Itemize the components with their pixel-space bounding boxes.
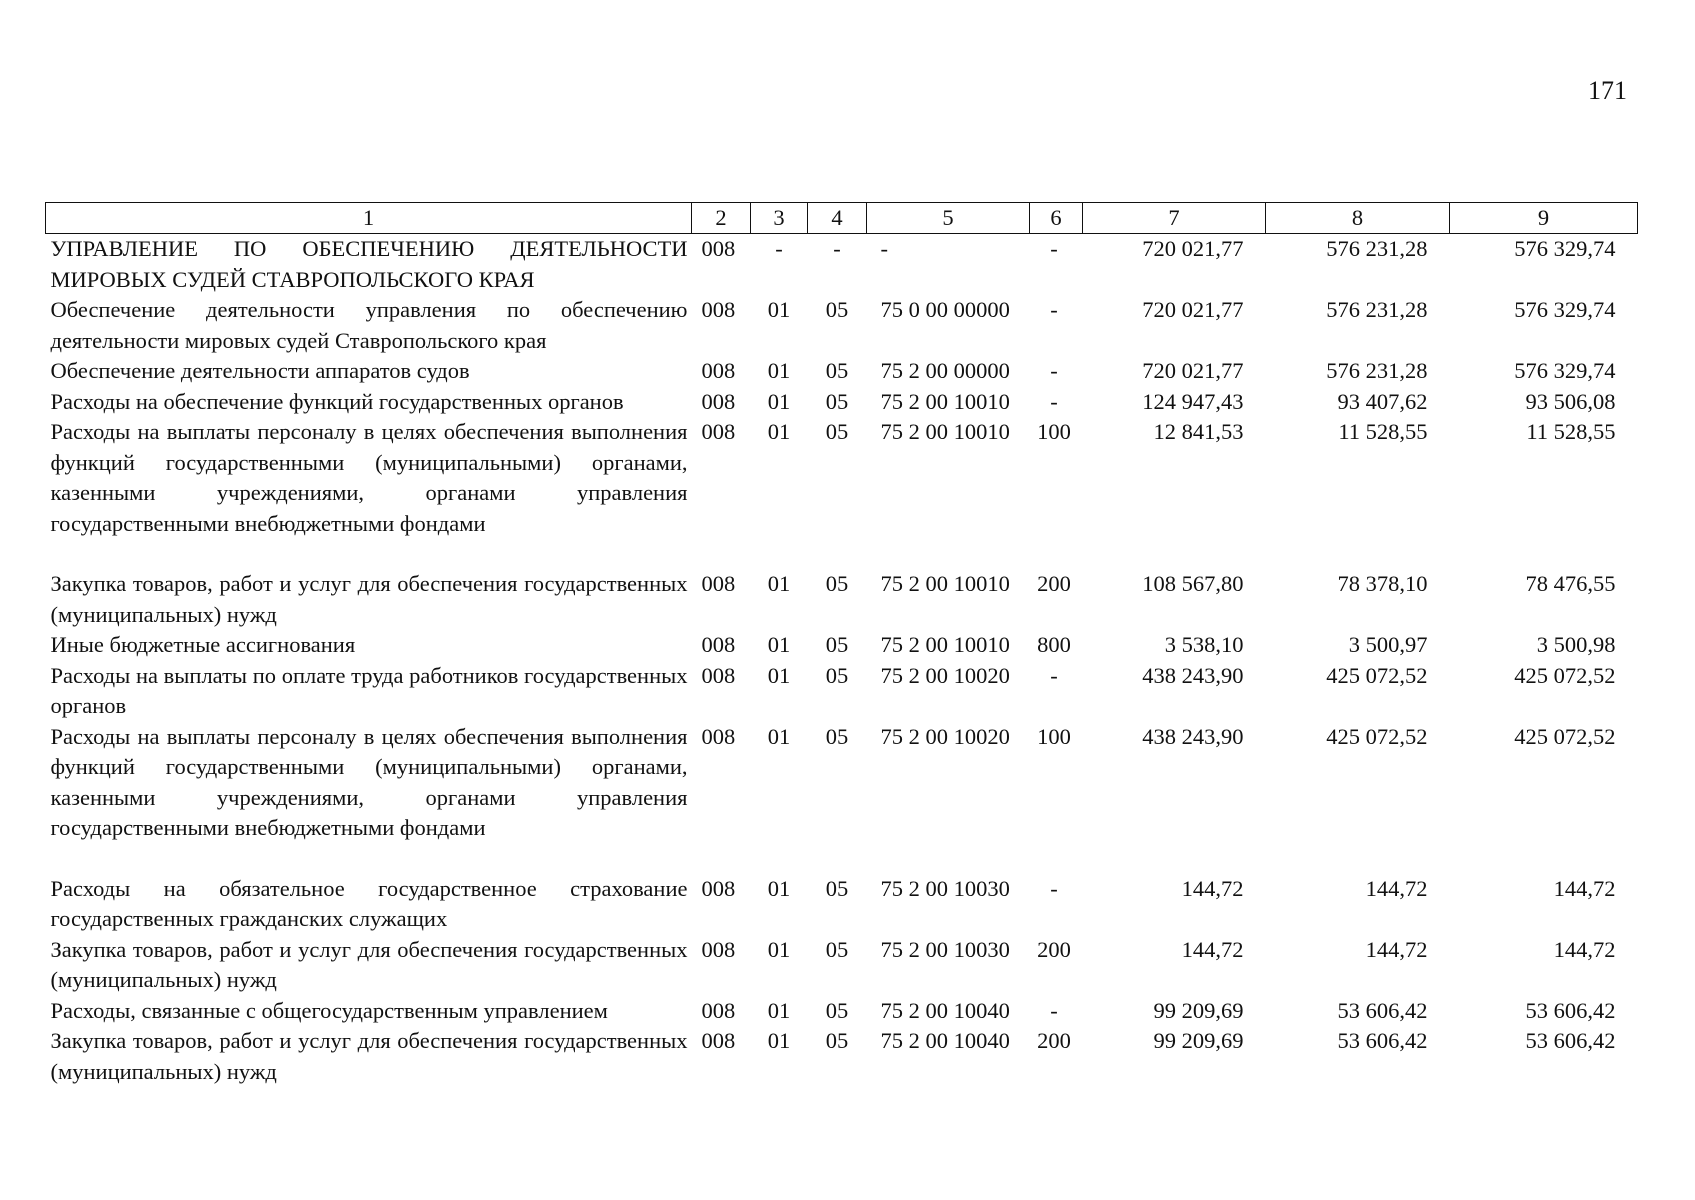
row-article: 75 2 00 10010 [880, 419, 1010, 444]
row-section: 01 [767, 997, 791, 1023]
row-value-8: 425 072,52 [1326, 723, 1428, 749]
row-section: 01 [767, 875, 791, 901]
row-value-8: 53 606,42 [1337, 997, 1428, 1023]
row-code: 008 [701, 875, 736, 901]
table-row [46, 630, 1638, 661]
row-subsection: 05 [825, 388, 849, 414]
table-row [46, 569, 1638, 630]
header-cell-3: 3 [751, 203, 808, 234]
row-section: 01 [767, 297, 791, 322]
row-kind: 800 [1037, 632, 1071, 657]
row-value-7: 438 243,90 [1142, 723, 1244, 749]
table-row [46, 874, 1638, 935]
table-header [46, 203, 1638, 234]
row-value-8: 576 231,28 [1326, 358, 1428, 383]
row-name: Расходы, связанные с общегосударственным управлением [50, 997, 608, 1023]
budget-table [45, 202, 1638, 1087]
row-value-8: 93 407,62 [1337, 388, 1428, 414]
row-value-7: 99 209,69 [1153, 1028, 1244, 1053]
table-row [46, 356, 1638, 387]
row-subsection: 05 [825, 662, 849, 688]
row-kind: 100 [1037, 723, 1071, 749]
row-value-7: 124 947,43 [1142, 388, 1244, 414]
table-row [46, 234, 1638, 296]
row-value-9: 3 500,98 [1536, 632, 1616, 657]
row-value-9: 53 606,42 [1525, 997, 1616, 1023]
row-kind: 200 [1037, 1028, 1071, 1053]
row-subsection: 05 [825, 571, 849, 596]
row-name: Расходы на выплаты персоналу в целях обеспечения выполнения функций государственными (муниципальными) органами, казенными учреждениями, органами управления государственными внебюджетными фондами [50, 723, 688, 840]
row-value-9: 576 329,74 [1514, 297, 1616, 322]
row-value-8: 3 500,97 [1348, 632, 1428, 657]
header-cell-9: 9 [1450, 203, 1638, 234]
row-code: 008 [701, 997, 736, 1023]
header-cell-2: 2 [692, 203, 751, 234]
table-row [46, 417, 1638, 569]
header-cell-8: 8 [1266, 203, 1450, 234]
row-value-8: 576 231,28 [1326, 236, 1428, 261]
header-cell-1: 1 [46, 203, 692, 234]
table-row [46, 387, 1638, 418]
row-code: 008 [701, 936, 736, 962]
row-article: 75 2 00 10020 [880, 723, 1010, 749]
row-kind: 100 [1037, 419, 1071, 444]
row-kind: 200 [1037, 936, 1071, 962]
row-value-7: 720 021,77 [1142, 358, 1244, 383]
header-cell-5: 5 [867, 203, 1030, 234]
row-name: Закупка товаров, работ и услуг для обеспечения государственных (муниципальных) нужд [50, 1028, 688, 1084]
row-article: 75 2 00 10040 [880, 1028, 1010, 1053]
row-section: 01 [767, 632, 791, 657]
row-value-8: 53 606,42 [1337, 1028, 1428, 1053]
row-section: 01 [767, 936, 791, 962]
row-name: УПРАВЛЕНИЕ ПО ОБЕСПЕЧЕНИЮ ДЕЯТЕЛЬНОСТИ МИРОВЫХ СУДЕЙ СТАВРОПОЛЬСКОГО КРАЯ [50, 236, 688, 292]
row-value-8: 425 072,52 [1326, 662, 1428, 688]
table-row [46, 722, 1638, 874]
row-section: 01 [767, 358, 791, 383]
row-kind: - [1050, 388, 1058, 414]
row-section: 01 [767, 419, 791, 444]
row-code: 008 [701, 358, 736, 383]
row-code: 008 [701, 632, 736, 657]
table-body [46, 234, 1638, 1088]
row-value-9: 53 606,42 [1525, 1028, 1616, 1053]
row-value-8: 576 231,28 [1326, 297, 1428, 322]
row-code: 008 [701, 571, 736, 596]
row-value-7: 3 538,10 [1164, 632, 1244, 657]
header-cell-7: 7 [1083, 203, 1266, 234]
row-subsection: 05 [825, 723, 849, 749]
row-name: Обеспечение деятельности аппаратов судов [50, 358, 470, 383]
row-code: 008 [701, 236, 736, 261]
row-kind: - [1050, 297, 1058, 322]
row-article: 75 2 00 10030 [880, 875, 1010, 901]
row-value-8: 144,72 [1365, 875, 1428, 901]
row-article: 75 2 00 10040 [880, 997, 1010, 1023]
row-value-7: 720 021,77 [1142, 236, 1244, 261]
row-value-9: 425 072,52 [1514, 662, 1616, 688]
row-article: 75 2 00 10010 [880, 571, 1010, 596]
row-article: 75 2 00 00000 [880, 358, 1010, 383]
row-name: Расходы на выплаты персоналу в целях обеспечения выполнения функций государственными (муниципальными) органами, казенными учреждениями, органами управления государственными внебюджетными фондами [50, 419, 688, 536]
row-value-7: 720 021,77 [1142, 297, 1244, 322]
row-value-9: 425 072,52 [1514, 723, 1616, 749]
row-kind: - [1050, 997, 1058, 1023]
row-value-9: 93 506,08 [1525, 388, 1616, 414]
row-section: - [775, 236, 783, 261]
row-value-7: 438 243,90 [1142, 662, 1244, 688]
row-value-8: 11 528,55 [1338, 419, 1428, 444]
row-kind: - [1050, 662, 1058, 688]
table-row [46, 935, 1638, 996]
row-kind: - [1050, 358, 1058, 383]
row-value-9: 78 476,55 [1525, 571, 1616, 596]
row-name: Иные бюджетные ассигнования [50, 632, 356, 657]
table-row [46, 996, 1638, 1027]
row-code: 008 [701, 723, 736, 749]
row-kind: - [1050, 875, 1058, 901]
page-number: 171 [1588, 76, 1627, 105]
row-article: 75 2 00 10030 [880, 936, 1010, 962]
row-value-9: 576 329,74 [1514, 358, 1616, 383]
row-name: Расходы на обеспечение функций государственных органов [50, 388, 624, 414]
row-name: Расходы на обязательное государственное страхование государственных гражданских служащих [50, 875, 688, 931]
row-subsection: 05 [825, 1028, 849, 1053]
row-value-9: 11 528,55 [1526, 419, 1616, 444]
row-subsection: 05 [825, 936, 849, 962]
row-section: 01 [767, 723, 791, 749]
row-value-9: 144,72 [1553, 936, 1616, 962]
row-article: 75 0 00 00000 [880, 297, 1010, 322]
row-section: 01 [767, 388, 791, 414]
row-section: 01 [767, 662, 791, 688]
row-value-7: 108 567,80 [1142, 571, 1244, 596]
row-code: 008 [701, 388, 736, 414]
row-subsection: 05 [825, 297, 849, 322]
row-code: 008 [701, 1028, 736, 1053]
row-subsection: 05 [825, 997, 849, 1023]
row-value-8: 78 378,10 [1337, 571, 1428, 596]
row-value-9: 144,72 [1553, 875, 1616, 901]
table-row [46, 1026, 1638, 1087]
row-subsection: 05 [825, 419, 849, 444]
row-name: Закупка товаров, работ и услуг для обеспечения государственных (муниципальных) нужд [50, 936, 688, 992]
row-section: 01 [767, 571, 791, 596]
header-row [46, 203, 1638, 234]
header-cell-6: 6 [1030, 203, 1083, 234]
header-cell-4: 4 [808, 203, 867, 234]
row-subsection: - [833, 236, 841, 261]
table-row [46, 295, 1638, 356]
row-name: Расходы на выплаты по оплате труда работников государственных органов [50, 662, 688, 718]
row-value-7: 144,72 [1181, 936, 1244, 962]
row-article: 75 2 00 10010 [880, 388, 1010, 414]
table-row [46, 661, 1638, 722]
row-name: Закупка товаров, работ и услуг для обеспечения государственных (муниципальных) нужд [50, 571, 688, 627]
row-value-7: 12 841,53 [1153, 419, 1244, 444]
row-subsection: 05 [825, 632, 849, 657]
row-value-9: 576 329,74 [1514, 236, 1616, 261]
row-section: 01 [767, 1028, 791, 1053]
row-value-8: 144,72 [1365, 936, 1428, 962]
row-kind: - [1050, 236, 1058, 261]
row-article: - [880, 236, 888, 261]
row-code: 008 [701, 297, 736, 322]
row-value-7: 144,72 [1181, 875, 1244, 901]
row-name: Обеспечение деятельности управления по обеспечению деятельности мировых судей Ставропольского края [50, 297, 688, 353]
row-value-7: 99 209,69 [1153, 997, 1244, 1023]
row-subsection: 05 [825, 358, 849, 383]
row-article: 75 2 00 10010 [880, 632, 1010, 657]
row-code: 008 [701, 419, 736, 444]
row-article: 75 2 00 10020 [880, 662, 1010, 688]
row-subsection: 05 [825, 875, 849, 901]
row-code: 008 [701, 662, 736, 688]
row-kind: 200 [1037, 571, 1071, 596]
